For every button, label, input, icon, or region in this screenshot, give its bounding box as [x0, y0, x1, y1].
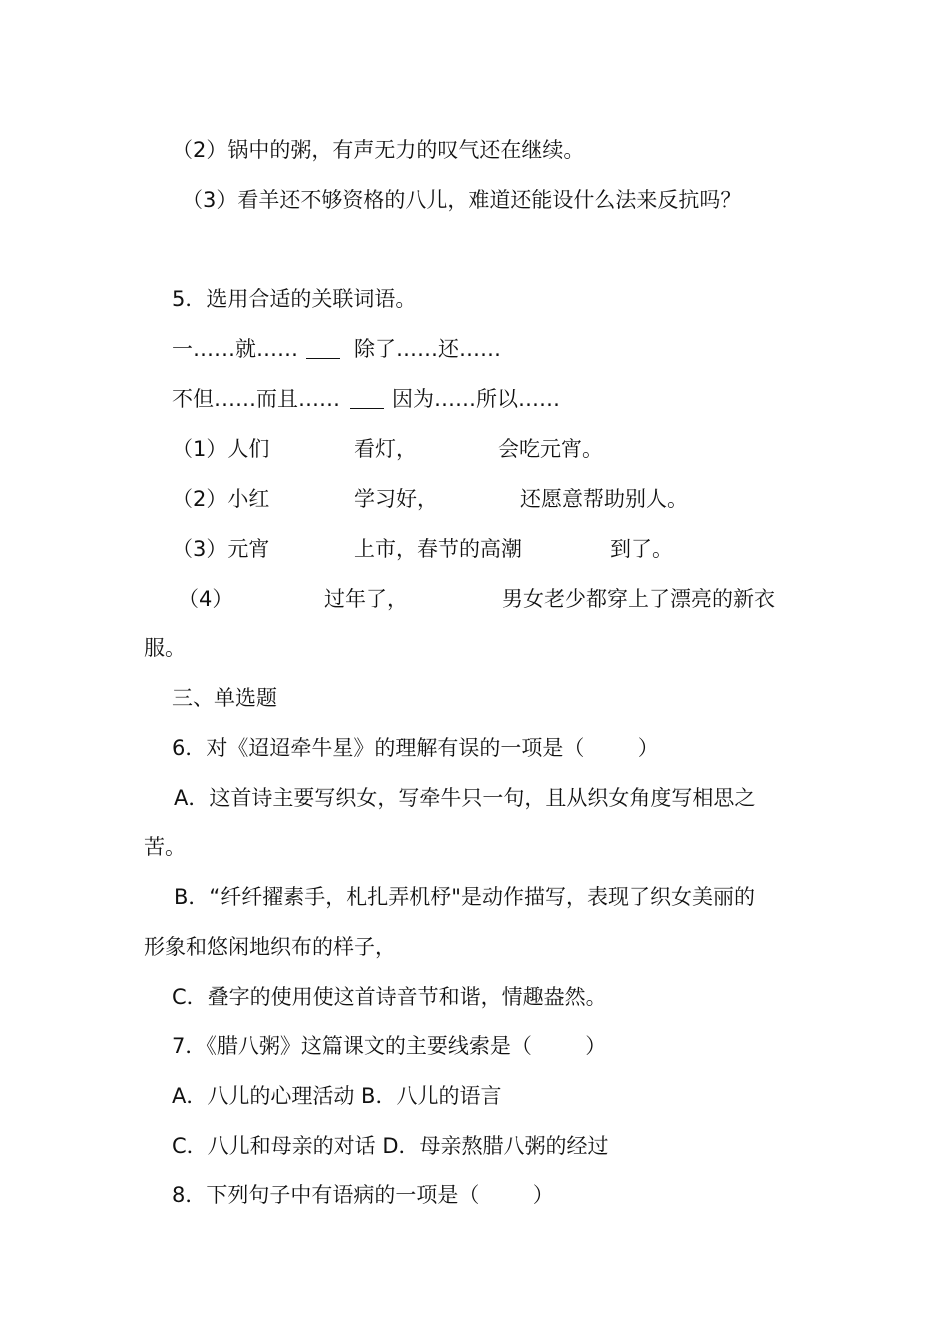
- q5-item-4-continuation: 服。: [144, 636, 186, 660]
- q5-item-mid: 上市，春节的高潮: [354, 537, 522, 561]
- q5-item-lead: （2）小红: [172, 487, 270, 511]
- q5-item-lead: （4）: [178, 587, 234, 611]
- question-7-options-cd: C．八儿和母亲的对话 D．母亲熬腊八粥的经过: [172, 1134, 609, 1158]
- q5-item-tail: 还愿意帮助别人。: [520, 487, 688, 511]
- fill-blank: [350, 408, 384, 409]
- connector-options-row-1: [172, 334, 572, 364]
- q5-item-3: [172, 534, 812, 564]
- q5-item-tail: 到了。: [610, 537, 673, 561]
- q5-item-tail: 会吃元宵。: [498, 437, 603, 461]
- connector-options-row-2: [172, 384, 592, 414]
- q5-item-lead: （3）元宵: [172, 537, 270, 561]
- section-3-heading: 三、单选题: [172, 686, 277, 710]
- question-6-stem: 6．对《迢迢牵牛星》的理解有误的一项是（ ）: [172, 736, 659, 760]
- connector-option-b: 除了……还……: [354, 337, 501, 361]
- question-6-option-c: C．叠字的使用使这首诗音节和谐，情趣盎然。: [172, 985, 607, 1009]
- q5-item-mid: 学习好，: [354, 487, 438, 511]
- question-5-title: 5．选用合适的关联词语。: [172, 287, 417, 311]
- q5-item-tail: 男女老少都穿上了漂亮的新衣: [502, 587, 775, 611]
- q5-item-lead: （1）人们: [172, 437, 270, 461]
- sentence-2: （2）锅中的粥，有声无力的叹气还在继续。: [172, 138, 585, 162]
- question-7-stem: 7．《腊八粥》这篇课文的主要线索是（ ）: [172, 1034, 607, 1058]
- sentence-3: （3）看羊还不够资格的八儿，难道还能设什么法来反抗吗？: [182, 188, 742, 212]
- question-6-option-a-continuation: 苦。: [144, 835, 186, 859]
- q5-item-mid: 看灯，: [354, 437, 417, 461]
- connector-option-c: 不但……而且……: [172, 387, 340, 411]
- connector-option-d: 因为……所以……: [392, 387, 560, 411]
- question-6-option-b-continuation: 形象和悠闲地织布的样子，: [144, 935, 396, 959]
- q5-item-1: [172, 434, 812, 464]
- question-7-options-ab: A．八儿的心理活动 B．八儿的语言: [172, 1084, 502, 1108]
- question-6-option-b: B．“纤纤擢素手，札扎弄机杼"是动作描写，表现了织女美丽的: [174, 885, 755, 909]
- q5-item-4: [172, 584, 832, 614]
- q5-item-mid: 过年了，: [324, 587, 408, 611]
- fill-blank: [306, 358, 340, 359]
- connector-option-a: 一……就……: [172, 337, 298, 361]
- question-6-option-a: A．这首诗主要写织女，写牵牛只一句，且从织女角度写相思之: [174, 786, 756, 810]
- question-8-stem: 8．下列句子中有语病的一项是（ ）: [172, 1183, 554, 1207]
- q5-item-2: [172, 484, 812, 514]
